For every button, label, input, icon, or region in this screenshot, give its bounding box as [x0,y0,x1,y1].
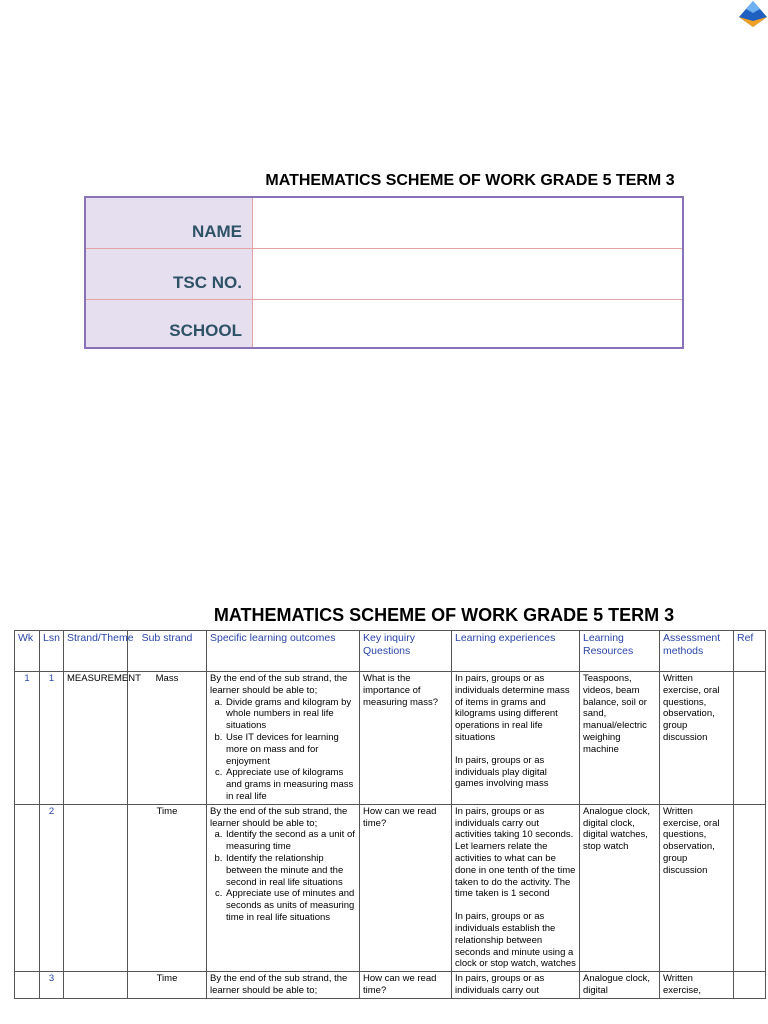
substrand-cell: Mass [128,672,207,805]
outcomes-list [210,829,356,923]
lesson-cell: 1 [40,672,64,805]
list-item: c. Appreciate use of kilograms and grams in measuring mass in real life [225,767,356,802]
lesson-cell: 3 [40,972,64,999]
substrand-cell: Time [128,972,207,999]
resources-cell: Analogue clock, digital [580,972,660,999]
header-lsn: Lsn [40,631,64,672]
week-cell [15,804,40,971]
header-wk: Wk [15,631,40,672]
header-resources: Learning Resources [580,631,660,672]
experiences-cell [452,972,580,999]
identity-form [84,196,684,349]
ref-cell [734,672,766,805]
outcomes-intro: By the end of the sub strand, the learner should be able to; [210,805,348,829]
tsc-no-row [86,249,682,300]
ref-cell [734,972,766,999]
name-label: NAME [86,198,253,248]
experience-text: In pairs, groups or as individuals carry out activities taking 10 seconds. Let learners relate the activities to what can be done in one tenth of the time taken to do the activity. The time taken is 1 second [455,805,576,900]
tsc-no-label: TSC NO. [86,249,253,299]
table-row [15,672,766,805]
school-label: SCHOOL [86,300,253,347]
school-field[interactable] [254,300,682,347]
assessment-cell: Written exercise, oral questions, observation, group discussion [660,804,734,971]
blue-diamond-logo-icon [737,0,768,28]
question-cell: What is the importance of measuring mass? [360,672,452,805]
experiences-cell [452,672,580,805]
header-experiences: Learning experiences [452,631,580,672]
cover-title: MATHEMATICS SCHEME OF WORK GRADE 5 TERM 3 [265,172,675,189]
list-item: a. Divide grams and kilogram by whole numbers in real life situations [225,697,356,732]
tsc-no-field[interactable] [254,249,682,299]
resources-cell: Analogue clock, digital clock, digital watches, stop watch [580,804,660,971]
header-ref: Ref [734,631,766,672]
experience-text: In pairs, groups or as individuals carry out [455,973,545,996]
experience-text: In pairs, groups or as individuals play digital games involving mass [455,754,549,790]
table-row [15,972,766,999]
table-row [15,804,766,971]
outcomes-intro: By the end of the sub strand, the learner should be able to; [210,973,348,996]
experience-text: In pairs, groups or as individuals establish the relationship between seconds and minute using a clock or stop watch, watches [455,911,576,970]
strand-cell: MEASUREMENT [64,672,128,805]
list-item: b. Use IT devices for learning more on mass and for enjoyment [225,732,356,767]
header-assessment: Assessment methods [660,631,734,672]
list-item: c. Appreciate use of minutes and seconds as units of measuring time in real life situations [225,888,356,923]
outcomes-intro: By the end of the sub strand, the learner should be able to; [210,673,348,696]
lesson-cell: 2 [40,804,64,971]
list-item: b. Identify the relationship between the minute and the second in real life situations [225,853,356,888]
scheme-of-work-table [14,630,766,999]
outcomes-cell [207,672,360,805]
scheme-title: MATHEMATICS SCHEME OF WORK GRADE 5 TERM 3 [213,605,675,625]
name-row [86,198,682,249]
name-field[interactable] [254,198,682,248]
header-outcomes: Specific learning outcomes [207,631,360,672]
question-cell: How can we read time? [360,804,452,971]
list-item: a. Identify the second as a unit of measuring time [225,829,356,853]
experience-text: In pairs, groups or as individuals determine mass of items in grams and kilograms using different operations in real life situations [455,673,570,743]
resources-cell: Teaspoons, videos, beam balance, soil or sand, manual/electric weighing machine [580,672,660,805]
header-strand: Strand/Theme [64,631,128,672]
ref-cell [734,804,766,971]
week-cell: 1 [15,672,40,805]
outcomes-cell [207,804,360,971]
header-substrand: Sub strand [128,631,207,672]
outcomes-list [210,697,356,803]
assessment-cell: Written exercise, oral questions, observation, group discussion [660,672,734,805]
assessment-cell: Written exercise, [660,972,734,999]
question-cell: How can we read time? [360,972,452,999]
school-row [86,300,682,347]
table-header-row [15,631,766,672]
week-cell [15,972,40,999]
strand-cell [64,804,128,971]
header-questions: Key inquiry Questions [360,631,452,672]
experiences-cell [452,804,580,971]
strand-cell [64,972,128,999]
substrand-cell: Time [128,804,207,971]
outcomes-cell [207,972,360,999]
